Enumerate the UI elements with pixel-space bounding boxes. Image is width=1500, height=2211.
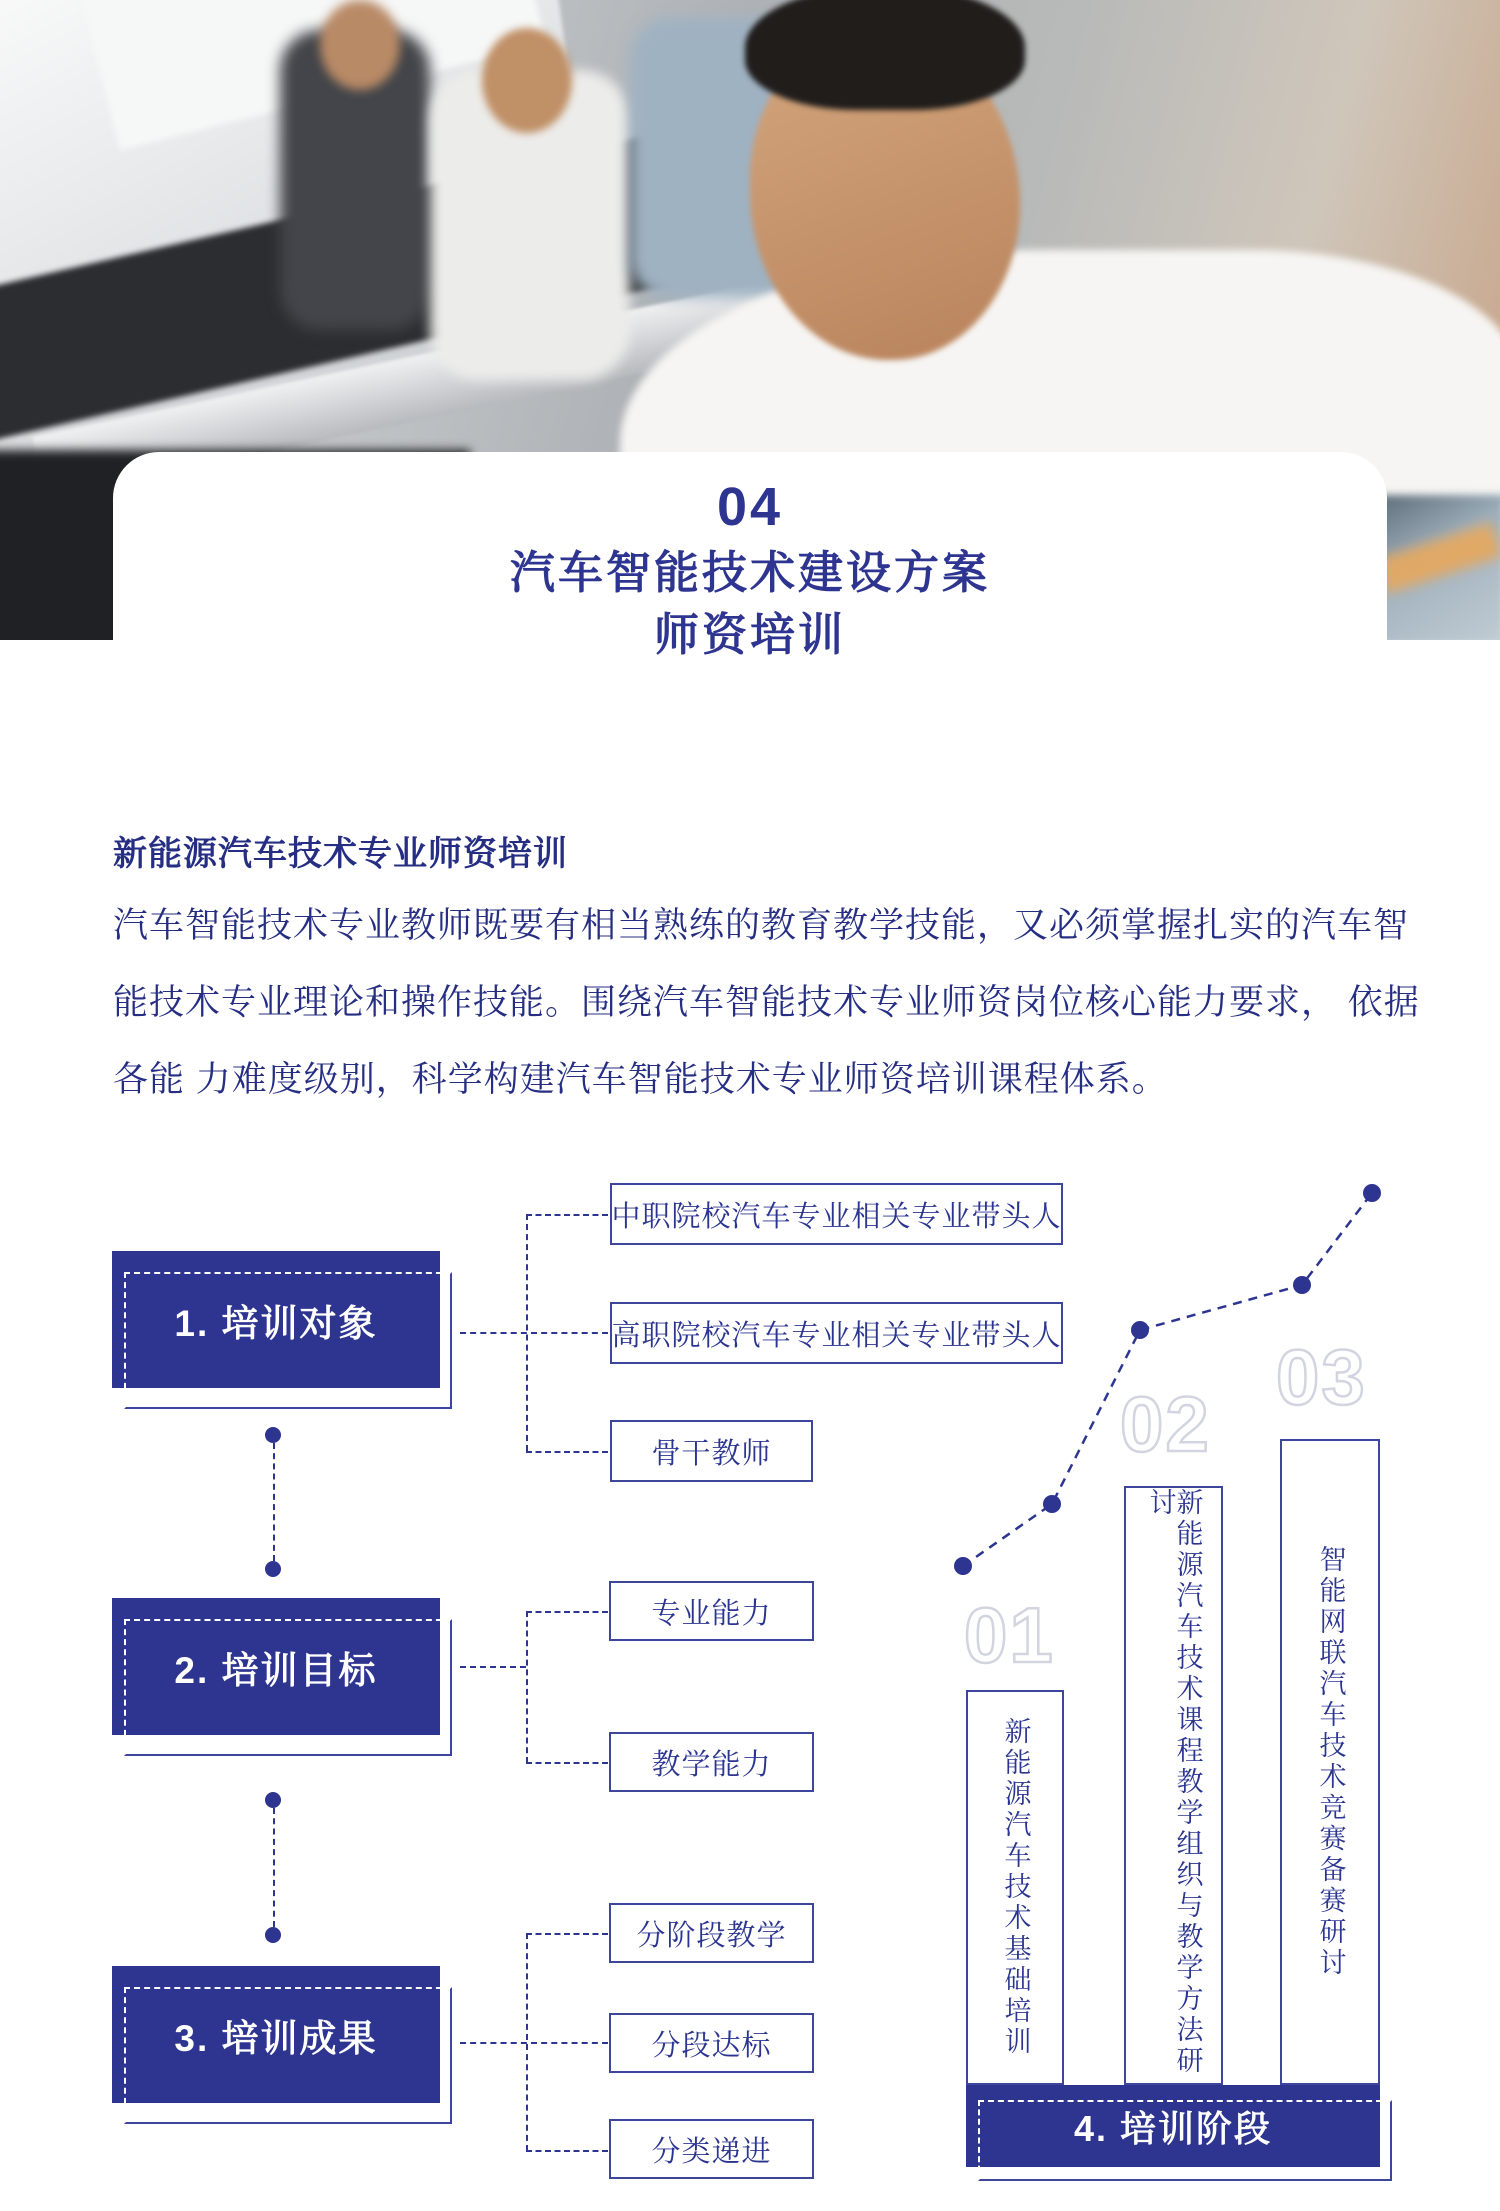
connector-dot <box>265 1427 281 1443</box>
bracket-line <box>460 1666 526 1668</box>
bracket-line <box>526 1611 528 1763</box>
title-block <box>0 477 1500 660</box>
trainee-dark-shirt-head <box>320 0 400 90</box>
connector-dot <box>265 1561 281 1577</box>
stages-bar: 4. 培训阶段 <box>966 2085 1380 2167</box>
intro-line: 各能 力难度级别，科学构建汽车智能技术专业师资培训课程体系。 <box>113 1060 1168 1099</box>
trend-line-chart <box>930 1150 1410 1590</box>
item-box: 教学能力 <box>609 1732 814 1792</box>
item-box: 专业能力 <box>609 1581 814 1641</box>
bracket-line <box>526 1214 608 1216</box>
trend-dot <box>1293 1276 1311 1294</box>
stage-column-text: 智能网联汽车技术竞赛备赛研讨 <box>1315 1545 1346 1979</box>
trainee-white-shirt-head <box>482 28 572 133</box>
stage-number-3: 03 <box>1276 1333 1367 1421</box>
bracket-line <box>526 1762 608 1764</box>
trend-dot <box>1043 1495 1061 1513</box>
stage-number-2: 02 <box>1120 1380 1211 1468</box>
intro-line: 能技术专业理论和操作技能。围绕汽车智能技术专业师资岗位核心能力要求， 依据 <box>113 983 1420 1022</box>
bracket-line <box>526 2150 608 2152</box>
trend-dot <box>1131 1321 1149 1339</box>
item-box: 分类递进 <box>609 2119 814 2179</box>
trend-dashed-line <box>963 1193 1372 1566</box>
section-number: 04 <box>716 477 784 537</box>
section-title: 汽车智能技术建设方案 <box>509 547 990 598</box>
bracket-line <box>460 1332 608 1334</box>
trend-dot <box>1363 1184 1381 1202</box>
foreground-person-hair <box>745 0 1025 110</box>
group-label-box-3: 3. 培训成果 <box>112 1966 440 2103</box>
trend-dot <box>954 1557 972 1575</box>
stage-column-1 <box>966 1690 1064 2085</box>
bracket-line <box>526 1611 608 1613</box>
group-label-box-2: 2. 培训目标 <box>112 1598 440 1735</box>
item-box: 骨干教师 <box>610 1420 813 1482</box>
stage-column-text: 新能源汽车技术课程教学组织与教学方法研讨 <box>1145 1488 1203 2077</box>
connector-line <box>273 1808 275 1927</box>
connector-dot <box>265 1927 281 1943</box>
bracket-line <box>526 1451 608 1453</box>
stage-column-text: 新能源汽车技术基础培训 <box>1000 1717 1031 2058</box>
bracket-line <box>460 2042 608 2044</box>
section-subtitle: 师资培训 <box>653 608 846 660</box>
stage-number-1: 01 <box>964 1591 1055 1679</box>
bracket-line <box>526 1933 608 1935</box>
group-label-box-1: 1. 培训对象 <box>112 1251 440 1388</box>
item-box: 分阶段教学 <box>609 1903 814 1963</box>
item-box: 高职院校汽车专业相关专业带头人 <box>610 1302 1063 1364</box>
connector-dot <box>265 1792 281 1808</box>
item-box: 分段达标 <box>609 2013 814 2073</box>
item-box: 中职院校汽车专业相关专业带头人 <box>610 1183 1063 1245</box>
intro-paragraph <box>113 826 1453 1099</box>
intro-heading: 新能源汽车技术专业师资培训 <box>113 835 568 873</box>
intro-line: 汽车智能技术专业教师既要有相当熟练的教育教学技能，又必须掌握扎实的汽车智 <box>113 906 1410 945</box>
connector-line <box>273 1443 275 1561</box>
